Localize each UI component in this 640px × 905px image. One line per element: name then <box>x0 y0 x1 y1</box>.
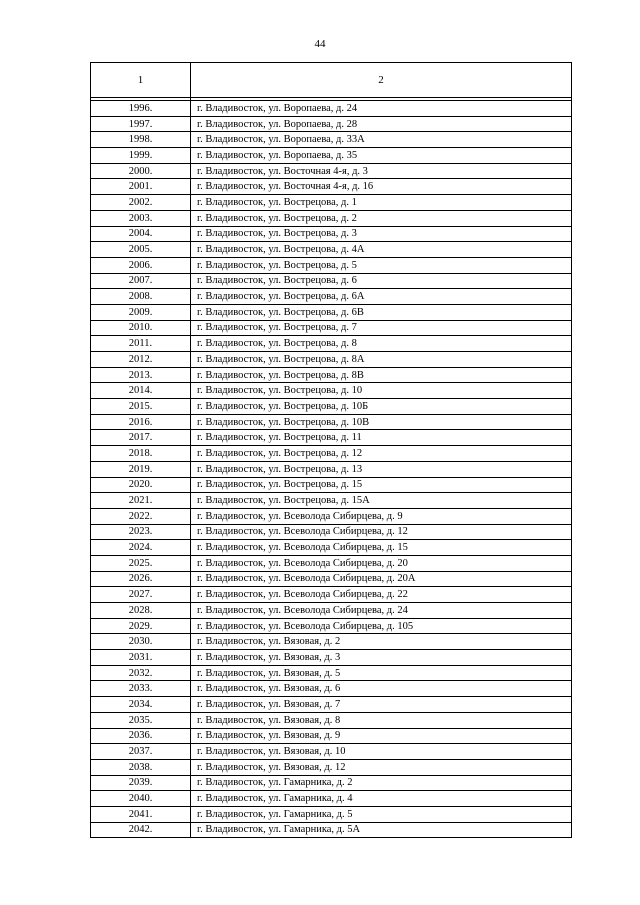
row-number-cell: 2039. <box>91 775 191 791</box>
address-cell: г. Владивосток, ул. Всеволода Сибирцева, д. 12 <box>191 524 572 540</box>
row-number-cell: 2041. <box>91 806 191 822</box>
table-row <box>91 681 572 697</box>
row-number-cell: 2029. <box>91 618 191 634</box>
table-row <box>91 352 572 368</box>
address-cell: г. Владивосток, ул. Вострецова, д. 8 <box>191 336 572 352</box>
row-number-cell: 2022. <box>91 508 191 524</box>
row-number-cell: 2005. <box>91 242 191 258</box>
address-cell: г. Владивосток, ул. Воропаева, д. 24 <box>191 101 572 117</box>
row-number-cell: 2017. <box>91 430 191 446</box>
row-number-cell: 2003. <box>91 210 191 226</box>
row-number-cell: 2009. <box>91 304 191 320</box>
row-number-cell: 1997. <box>91 116 191 132</box>
table-row <box>91 712 572 728</box>
table-row <box>91 587 572 603</box>
row-number-cell: 2034. <box>91 697 191 713</box>
table-row <box>91 163 572 179</box>
row-number-cell: 2042. <box>91 822 191 838</box>
address-cell: г. Владивосток, ул. Вострецова, д. 2 <box>191 210 572 226</box>
table-row <box>91 336 572 352</box>
address-cell: г. Владивосток, ул. Вострецова, д. 12 <box>191 446 572 462</box>
row-number-cell: 2040. <box>91 791 191 807</box>
table-row <box>91 179 572 195</box>
row-number-cell: 2006. <box>91 257 191 273</box>
table-row <box>91 116 572 132</box>
address-cell: г. Владивосток, ул. Вострецова, д. 10Б <box>191 399 572 415</box>
address-cell: г. Владивосток, ул. Вострецова, д. 3 <box>191 226 572 242</box>
row-number-cell: 1996. <box>91 101 191 117</box>
row-number-cell: 2024. <box>91 540 191 556</box>
table-row <box>91 399 572 415</box>
address-cell: г. Владивосток, ул. Всеволода Сибирцева, д. 15 <box>191 540 572 556</box>
row-number-cell: 2036. <box>91 728 191 744</box>
address-cell: г. Владивосток, ул. Вострецова, д. 7 <box>191 320 572 336</box>
address-cell: г. Владивосток, ул. Вострецова, д. 15 <box>191 477 572 493</box>
table-body <box>91 98 572 838</box>
row-number-cell: 2027. <box>91 587 191 603</box>
address-cell: г. Владивосток, ул. Вязовая, д. 3 <box>191 650 572 666</box>
row-number-cell: 2030. <box>91 634 191 650</box>
address-cell: г. Владивосток, ул. Вострецова, д. 5 <box>191 257 572 273</box>
table-row <box>91 430 572 446</box>
table-row <box>91 508 572 524</box>
address-cell: г. Владивосток, ул. Вострецова, д. 6 <box>191 273 572 289</box>
address-cell: г. Владивосток, ул. Воропаева, д. 28 <box>191 116 572 132</box>
row-number-cell: 2001. <box>91 179 191 195</box>
table-row <box>91 226 572 242</box>
table-row <box>91 320 572 336</box>
row-number-cell: 2031. <box>91 650 191 666</box>
address-cell: г. Владивосток, ул. Вязовая, д. 9 <box>191 728 572 744</box>
column-header-address: 2 <box>191 63 572 98</box>
address-cell: г. Владивосток, ул. Вострецова, д. 6В <box>191 304 572 320</box>
table-row <box>91 148 572 164</box>
table-row <box>91 477 572 493</box>
address-cell: г. Владивосток, ул. Вязовая, д. 5 <box>191 665 572 681</box>
table-row <box>91 775 572 791</box>
table-row <box>91 257 572 273</box>
row-number-cell: 2013. <box>91 367 191 383</box>
row-number-cell: 2035. <box>91 712 191 728</box>
row-number-cell: 2020. <box>91 477 191 493</box>
address-cell: г. Владивосток, ул. Вострецова, д. 8В <box>191 367 572 383</box>
address-cell: г. Владивосток, ул. Вязовая, д. 2 <box>191 634 572 650</box>
row-number-cell: 1999. <box>91 148 191 164</box>
row-number-cell: 2012. <box>91 352 191 368</box>
address-cell: г. Владивосток, ул. Вязовая, д. 10 <box>191 744 572 760</box>
table-row <box>91 493 572 509</box>
address-cell: г. Владивосток, ул. Вострецова, д. 6А <box>191 289 572 305</box>
address-cell: г. Владивосток, ул. Вострецова, д. 11 <box>191 430 572 446</box>
table-row <box>91 195 572 211</box>
row-number-cell: 2023. <box>91 524 191 540</box>
table-row <box>91 618 572 634</box>
table-row <box>91 697 572 713</box>
address-cell: г. Владивосток, ул. Вострецова, д. 10В <box>191 414 572 430</box>
address-cell: г. Владивосток, ул. Вострецова, д. 15А <box>191 493 572 509</box>
table-row <box>91 822 572 838</box>
address-cell: г. Владивосток, ул. Воропаева, д. 33А <box>191 132 572 148</box>
table-row <box>91 446 572 462</box>
row-number-cell: 2032. <box>91 665 191 681</box>
row-number-cell: 2007. <box>91 273 191 289</box>
address-cell: г. Владивосток, ул. Вострецова, д. 4А <box>191 242 572 258</box>
address-cell: г. Владивосток, ул. Всеволода Сибирцева, д. 9 <box>191 508 572 524</box>
address-cell: г. Владивосток, ул. Всеволода Сибирцева, д. 105 <box>191 618 572 634</box>
table-row <box>91 289 572 305</box>
address-cell: г. Владивосток, ул. Вязовая, д. 8 <box>191 712 572 728</box>
table-row <box>91 101 572 117</box>
page-number: 44 <box>314 38 326 50</box>
address-cell: г. Владивосток, ул. Всеволода Сибирцева, д. 22 <box>191 587 572 603</box>
table-row <box>91 791 572 807</box>
table-row <box>91 806 572 822</box>
row-number-cell: 2019. <box>91 461 191 477</box>
table-row <box>91 728 572 744</box>
table-row <box>91 759 572 775</box>
row-number-cell: 2014. <box>91 383 191 399</box>
table-row <box>91 461 572 477</box>
table-row <box>91 524 572 540</box>
row-number-cell: 2010. <box>91 320 191 336</box>
address-cell: г. Владивосток, ул. Вязовая, д. 7 <box>191 697 572 713</box>
row-number-cell: 2000. <box>91 163 191 179</box>
row-number-cell: 2037. <box>91 744 191 760</box>
address-cell: г. Владивосток, ул. Воропаева, д. 35 <box>191 148 572 164</box>
table-row <box>91 367 572 383</box>
address-cell: г. Владивосток, ул. Вострецова, д. 1 <box>191 195 572 211</box>
row-number-cell: 2011. <box>91 336 191 352</box>
table-row <box>91 414 572 430</box>
row-number-cell: 2016. <box>91 414 191 430</box>
address-cell: г. Владивосток, ул. Вострецова, д. 13 <box>191 461 572 477</box>
table-row <box>91 273 572 289</box>
table-row <box>91 304 572 320</box>
table-row <box>91 383 572 399</box>
table-row <box>91 132 572 148</box>
address-cell: г. Владивосток, ул. Гамарника, д. 2 <box>191 775 572 791</box>
table-row <box>91 555 572 571</box>
row-number-cell: 2033. <box>91 681 191 697</box>
row-number-cell: 2004. <box>91 226 191 242</box>
table-row <box>91 650 572 666</box>
row-number-cell: 2025. <box>91 555 191 571</box>
address-cell: г. Владивосток, ул. Вострецова, д. 8А <box>191 352 572 368</box>
address-table <box>90 62 572 838</box>
table-row <box>91 744 572 760</box>
row-number-cell: 2002. <box>91 195 191 211</box>
table-row <box>91 603 572 619</box>
row-number-cell: 2021. <box>91 493 191 509</box>
table-header-row <box>91 63 572 98</box>
address-cell: г. Владивосток, ул. Восточная 4-я, д. 3 <box>191 163 572 179</box>
table-row <box>91 571 572 587</box>
address-cell: г. Владивосток, ул. Гамарника, д. 5 <box>191 806 572 822</box>
address-cell: г. Владивосток, ул. Вострецова, д. 10 <box>191 383 572 399</box>
address-cell: г. Владивосток, ул. Всеволода Сибирцева, д. 24 <box>191 603 572 619</box>
table-row <box>91 665 572 681</box>
address-cell: г. Владивосток, ул. Вязовая, д. 6 <box>191 681 572 697</box>
address-cell: г. Владивосток, ул. Гамарника, д. 4 <box>191 791 572 807</box>
row-number-cell: 2018. <box>91 446 191 462</box>
address-cell: г. Владивосток, ул. Гамарника, д. 5А <box>191 822 572 838</box>
table-row <box>91 210 572 226</box>
address-cell: г. Владивосток, ул. Всеволода Сибирцева, д. 20 <box>191 555 572 571</box>
column-header-number: 1 <box>91 63 191 98</box>
row-number-cell: 2015. <box>91 399 191 415</box>
row-number-cell: 2038. <box>91 759 191 775</box>
address-cell: г. Владивосток, ул. Всеволода Сибирцева, д. 20А <box>191 571 572 587</box>
table-row <box>91 634 572 650</box>
row-number-cell: 2008. <box>91 289 191 305</box>
table-row <box>91 242 572 258</box>
table-row <box>91 540 572 556</box>
address-cell: г. Владивосток, ул. Вязовая, д. 12 <box>191 759 572 775</box>
row-number-cell: 1998. <box>91 132 191 148</box>
row-number-cell: 2026. <box>91 571 191 587</box>
address-cell: г. Владивосток, ул. Восточная 4-я, д. 16 <box>191 179 572 195</box>
row-number-cell: 2028. <box>91 603 191 619</box>
